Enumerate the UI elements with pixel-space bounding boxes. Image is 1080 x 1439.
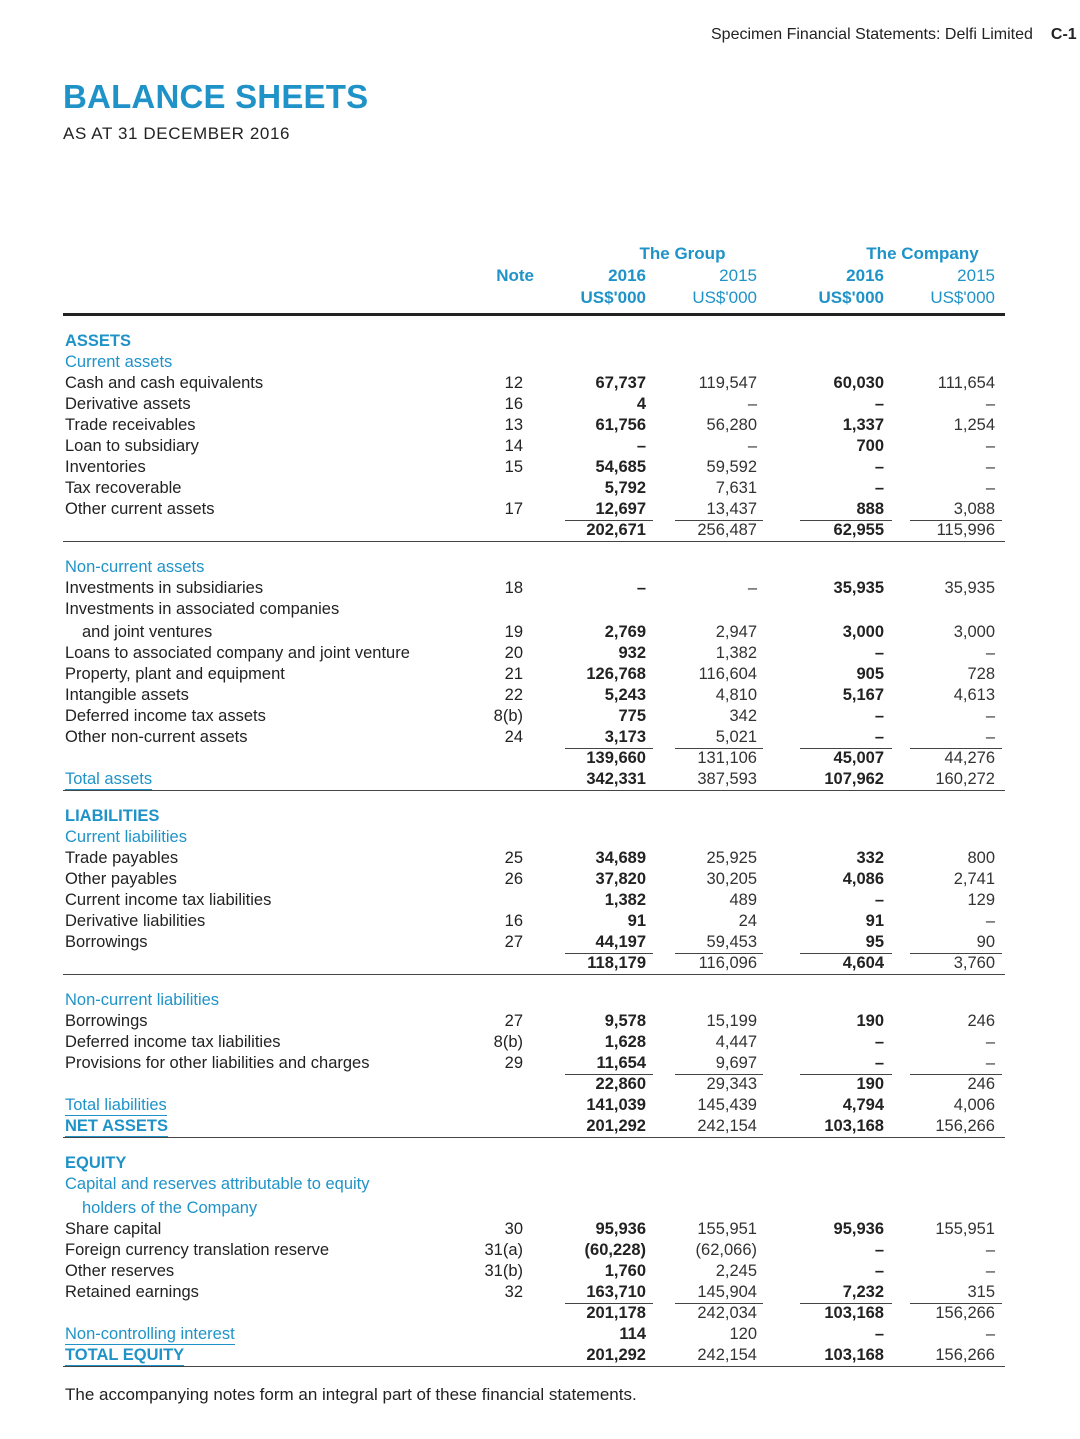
row-label: Borrowings (65, 1012, 148, 1030)
value-g16: 2,769 (604, 623, 646, 641)
row-label: Derivative assets (65, 395, 191, 413)
table-row (0, 520, 1080, 541)
value-g15: 242,154 (697, 1346, 757, 1364)
company-column-header: The Company (866, 244, 979, 263)
value-c15: 1,254 (953, 416, 995, 434)
value-g15: – (747, 437, 757, 455)
value-c16: 62,955 (833, 521, 884, 539)
value-c15: 44,276 (944, 749, 995, 767)
value-c15: 246 (967, 1075, 995, 1093)
value-c15: 156,266 (935, 1117, 995, 1135)
table-row (0, 706, 1080, 727)
value-c15: – (985, 1325, 995, 1343)
value-c16: – (874, 1033, 884, 1051)
row-note: 31(b) (484, 1262, 523, 1280)
row-label: ASSETS (65, 332, 132, 350)
table-row (0, 848, 1080, 869)
row-label: Foreign currency translation reserve (65, 1241, 330, 1259)
row-note: 14 (504, 437, 523, 455)
value-c15: – (985, 912, 995, 930)
value-g15: 145,904 (697, 1283, 757, 1301)
row-label: Intangible assets (65, 686, 189, 704)
table-row (0, 1174, 1080, 1195)
value-g15: 116,096 (698, 954, 757, 972)
value-g15: 30,205 (706, 870, 757, 888)
value-c15: 129 (967, 891, 995, 909)
value-g16: 201,178 (586, 1304, 646, 1322)
value-c16: 190 (856, 1075, 884, 1093)
value-g16: 61,756 (595, 416, 646, 434)
value-c15: – (985, 437, 995, 455)
value-c15: 35,935 (944, 579, 995, 597)
row-note: 25 (504, 849, 523, 867)
value-g15: 256,487 (697, 521, 757, 539)
group-column-header: The Group (639, 244, 726, 263)
value-g15: 155,951 (697, 1220, 757, 1238)
row-label: Non-current liabilities (65, 991, 220, 1009)
table-row (0, 1053, 1080, 1074)
value-c15: 160,272 (935, 770, 995, 788)
value-g15: 59,592 (706, 458, 757, 476)
value-c16: – (874, 891, 884, 909)
value-g15: 4,810 (715, 686, 757, 704)
value-c15: – (985, 395, 995, 413)
value-c16: 700 (856, 437, 884, 455)
value-g16: 114 (619, 1325, 646, 1343)
row-note: 21 (504, 665, 523, 683)
row-note: 29 (504, 1054, 523, 1072)
value-c15: 156,266 (935, 1346, 995, 1364)
value-c15: 3,000 (953, 623, 995, 641)
value-c16: – (874, 458, 884, 476)
value-g15: 9,697 (715, 1054, 757, 1072)
row-note: 8(b) (493, 707, 523, 725)
value-c15: 115,996 (936, 521, 995, 539)
row-label: Loans to associated company and joint venture (65, 644, 410, 662)
value-g15: 7,631 (715, 479, 757, 497)
table-row (0, 1282, 1080, 1303)
row-label: Total liabilities (65, 1096, 167, 1114)
value-c16: 905 (856, 665, 884, 683)
value-c15: 246 (967, 1012, 995, 1030)
value-g16: 201,292 (586, 1346, 646, 1364)
table-row (0, 727, 1080, 748)
value-c16: 4,086 (842, 870, 884, 888)
value-g15: 2,245 (715, 1262, 757, 1280)
row-label: Retained earnings (65, 1283, 199, 1301)
row-label: Non-controlling interest (65, 1325, 235, 1343)
value-c15: 156,266 (935, 1304, 995, 1322)
row-note: 8(b) (493, 1033, 523, 1051)
table-row (0, 869, 1080, 890)
row-label: Tax recoverable (65, 479, 182, 497)
group-2015-header: 2015 (719, 266, 757, 285)
row-label: Loan to subsidiary (65, 437, 199, 455)
value-c15: 111,654 (937, 374, 995, 392)
value-g15: 1,382 (715, 644, 757, 662)
table-row (0, 1324, 1080, 1345)
row-label: Inventories (65, 458, 146, 476)
table-row (0, 643, 1080, 664)
value-g16: 3,173 (604, 728, 646, 746)
row-label: Property, plant and equipment (65, 665, 285, 683)
table-row (0, 1011, 1080, 1032)
value-c15: 4,006 (953, 1096, 995, 1114)
value-c16: 91 (865, 912, 884, 930)
table-row (0, 1303, 1080, 1324)
value-c16: – (874, 395, 884, 413)
value-c15: – (985, 479, 995, 497)
page-subtitle: AS AT 31 DECEMBER 2016 (63, 124, 291, 143)
value-g16: 95,936 (595, 1220, 646, 1238)
row-label: Current assets (65, 353, 173, 371)
row-label: TOTAL EQUITY (65, 1346, 185, 1364)
value-c16: 45,007 (833, 749, 884, 767)
value-c15: 800 (967, 849, 995, 867)
table-row (0, 1116, 1080, 1137)
value-c15: – (985, 707, 995, 725)
value-g15: 25,925 (706, 849, 757, 867)
table-row (0, 953, 1080, 974)
value-g15: 145,439 (697, 1096, 757, 1114)
row-label: Other non-current assets (65, 728, 248, 746)
row-label: Deferred income tax assets (65, 707, 266, 725)
row-label: Trade payables (65, 849, 179, 867)
row-note: 27 (504, 1012, 523, 1030)
value-g16: (60,228) (584, 1241, 646, 1259)
value-g15: 13,437 (706, 500, 757, 518)
value-g16: 91 (627, 912, 646, 930)
header-text: Specimen Financial Statements: Delfi Limited (711, 26, 1033, 43)
page-header (711, 26, 1077, 44)
value-g16: 1,628 (604, 1033, 646, 1051)
value-g15: – (747, 579, 757, 597)
value-c15: 315 (967, 1283, 995, 1301)
row-label: EQUITY (65, 1154, 127, 1172)
value-g16: – (636, 437, 646, 455)
table-row (0, 664, 1080, 685)
value-g15: 242,154 (697, 1117, 757, 1135)
value-c16: 107,962 (824, 770, 884, 788)
row-note: 31(a) (484, 1241, 523, 1259)
value-g15: 24 (738, 912, 757, 930)
value-g15: 59,453 (706, 933, 757, 951)
table-row (0, 911, 1080, 932)
value-g15: 131,106 (697, 749, 757, 767)
table-row (0, 599, 1080, 620)
table-row (0, 1198, 1080, 1219)
total-rule (63, 541, 1005, 542)
value-g15: 56,280 (706, 416, 757, 434)
group-2016-unit: US$'000 (580, 288, 646, 307)
row-label: Cash and cash equivalents (65, 374, 264, 392)
table-row (0, 806, 1080, 827)
row-label: Borrowings (65, 933, 148, 951)
value-c16: 95 (865, 933, 884, 951)
table-row (0, 890, 1080, 911)
table-row (0, 457, 1080, 478)
value-g15: 5,021 (715, 728, 757, 746)
value-g16: 5,792 (604, 479, 646, 497)
value-g16: 342,331 (586, 770, 646, 788)
value-g16: 932 (618, 644, 646, 662)
row-label: Trade receivables (65, 416, 196, 434)
value-g15: 387,593 (697, 770, 757, 788)
value-g15: 119,547 (698, 374, 757, 392)
table-row (0, 1153, 1080, 1174)
row-note: 26 (504, 870, 523, 888)
row-label: Investments in associated companies (65, 600, 340, 618)
value-c15: – (985, 1262, 995, 1280)
value-c15: – (985, 1033, 995, 1051)
row-note: 24 (504, 728, 523, 746)
table-row (0, 1261, 1080, 1282)
value-c15: – (985, 644, 995, 662)
value-c16: – (874, 1054, 884, 1072)
value-g16: 34,689 (595, 849, 646, 867)
value-g15: 120 (729, 1325, 757, 1343)
value-c15: – (985, 728, 995, 746)
row-note: 16 (504, 912, 523, 930)
row-label: Derivative liabilities (65, 912, 206, 930)
table-row (0, 769, 1080, 790)
company-2015-unit: US$'000 (930, 288, 995, 307)
row-note: 27 (504, 933, 523, 951)
table-row (0, 748, 1080, 769)
value-g16: – (636, 579, 646, 597)
value-c16: 103,168 (824, 1117, 884, 1135)
value-g16: 54,685 (595, 458, 646, 476)
value-g16: 201,292 (586, 1117, 646, 1135)
row-note: 16 (504, 395, 523, 413)
value-c16: 60,030 (833, 374, 884, 392)
table-row (0, 436, 1080, 457)
value-c16: 1,337 (842, 416, 884, 434)
row-label: Current liabilities (65, 828, 187, 846)
table-row (0, 557, 1080, 578)
value-c15: 2,741 (953, 870, 995, 888)
value-g16: 1,760 (604, 1262, 646, 1280)
value-g16: 141,039 (586, 1096, 646, 1114)
row-label: Provisions for other liabilities and charges (65, 1054, 370, 1072)
value-c16: – (874, 707, 884, 725)
value-g16: 9,578 (604, 1012, 646, 1030)
value-c15: – (985, 458, 995, 476)
value-c16: 4,794 (842, 1096, 884, 1114)
value-c16: 103,168 (824, 1304, 884, 1322)
group-2015-unit: US$'000 (692, 288, 757, 307)
value-g16: 5,243 (604, 686, 646, 704)
value-g16: 139,660 (586, 749, 646, 767)
table-row (0, 1032, 1080, 1053)
row-note: 30 (504, 1220, 523, 1238)
value-g16: 775 (618, 707, 646, 725)
value-g15: 4,447 (715, 1033, 757, 1051)
value-c16: 35,935 (833, 579, 884, 597)
table-row (0, 932, 1080, 953)
row-label: Deferred income tax liabilities (65, 1033, 281, 1051)
company-2016-unit: US$'000 (818, 288, 884, 307)
value-g16: 12,697 (595, 500, 646, 518)
value-c16: – (874, 479, 884, 497)
total-rule (63, 1137, 1005, 1138)
row-note: 22 (504, 686, 523, 704)
value-g16: 22,860 (595, 1075, 646, 1093)
value-c15: – (985, 1054, 995, 1072)
company-2015-header: 2015 (957, 266, 995, 285)
value-c16: 7,232 (842, 1283, 884, 1301)
value-c16: – (874, 644, 884, 662)
row-note: 12 (504, 374, 523, 392)
value-c16: 4,604 (842, 954, 884, 972)
footer-note: The accompanying notes form an integral part of these financial statements. (65, 1385, 637, 1404)
table-row (0, 1095, 1080, 1116)
row-note: 15 (504, 458, 523, 476)
value-c16: – (874, 1325, 884, 1343)
value-c16: 888 (856, 500, 884, 518)
row-note: 17 (504, 500, 523, 518)
value-c16: 3,000 (842, 623, 884, 641)
row-label: holders of the Company (82, 1199, 258, 1217)
table-row (0, 415, 1080, 436)
value-c15: 3,088 (953, 500, 995, 518)
value-c16: – (874, 1241, 884, 1259)
table-row (0, 622, 1080, 643)
table-row (0, 685, 1080, 706)
value-c16: – (874, 1262, 884, 1280)
row-note: 13 (504, 416, 523, 434)
value-g16: 1,382 (604, 891, 646, 909)
header-rule (63, 313, 1005, 316)
value-g15: 2,947 (715, 623, 757, 641)
value-g16: 163,710 (586, 1283, 646, 1301)
table-row (0, 331, 1080, 352)
row-label: Capital and reserves attributable to equity (65, 1175, 370, 1193)
value-c16: 190 (856, 1012, 884, 1030)
row-label: Other current assets (65, 500, 215, 518)
row-label: and joint ventures (82, 623, 213, 641)
value-c15: 728 (967, 665, 995, 683)
row-note: 19 (504, 623, 523, 641)
row-label: Total assets (65, 770, 153, 788)
row-label: Other payables (65, 870, 177, 888)
row-label: NET ASSETS (65, 1117, 168, 1135)
table-row (0, 827, 1080, 848)
value-g15: 15,199 (706, 1012, 757, 1030)
row-note: 18 (504, 579, 523, 597)
value-c16: 95,936 (833, 1220, 884, 1238)
value-g16: 44,197 (595, 933, 646, 951)
value-c15: 155,951 (935, 1220, 995, 1238)
value-g15: 489 (729, 891, 757, 909)
value-c16: 332 (856, 849, 884, 867)
table-row (0, 394, 1080, 415)
value-g15: – (747, 395, 757, 413)
table-row (0, 1345, 1080, 1366)
value-c15: 3,760 (953, 954, 995, 972)
table-row (0, 1074, 1080, 1095)
value-g15: 342 (729, 707, 757, 725)
value-g15: 242,034 (697, 1304, 757, 1322)
value-g16: 126,768 (586, 665, 646, 683)
table-row (0, 1240, 1080, 1261)
value-c16: 103,168 (824, 1346, 884, 1364)
page-title: BALANCE SHEETS (63, 78, 369, 115)
row-label: LIABILITIES (65, 807, 160, 825)
value-g16: 37,820 (595, 870, 646, 888)
value-c15: – (985, 1241, 995, 1259)
value-g15: 116,604 (698, 665, 757, 683)
value-g15: 29,343 (706, 1075, 757, 1093)
value-c15: 90 (976, 933, 995, 951)
table-row (0, 990, 1080, 1011)
row-label: Current income tax liabilities (65, 891, 272, 909)
group-2016-header: 2016 (608, 266, 646, 285)
table-row (0, 352, 1080, 373)
total-rule (63, 790, 1005, 791)
row-label: Investments in subsidiaries (65, 579, 264, 597)
table-row (0, 578, 1080, 599)
value-g15: (62,066) (695, 1241, 757, 1259)
total-rule (63, 1366, 1005, 1367)
value-c16: 5,167 (842, 686, 884, 704)
company-2016-header: 2016 (846, 266, 884, 285)
table-row (0, 499, 1080, 520)
value-g16: 67,737 (595, 374, 646, 392)
page-number: C-1 (1050, 26, 1077, 43)
value-c16: – (874, 728, 884, 746)
table-row (0, 478, 1080, 499)
row-note: 32 (504, 1283, 523, 1301)
row-note: 20 (504, 644, 523, 662)
value-g16: 4 (636, 395, 646, 413)
total-rule (63, 974, 1005, 975)
value-g16: 202,671 (586, 521, 646, 539)
value-c15: 4,613 (953, 686, 995, 704)
value-g16: 11,654 (596, 1054, 646, 1072)
row-label: Other reserves (65, 1262, 175, 1280)
table-row (0, 373, 1080, 394)
value-g16: 118,179 (587, 954, 646, 972)
row-label: Share capital (65, 1220, 162, 1238)
row-label: Non-current assets (65, 558, 205, 576)
note-column-header: Note (496, 266, 534, 285)
table-row (0, 1219, 1080, 1240)
